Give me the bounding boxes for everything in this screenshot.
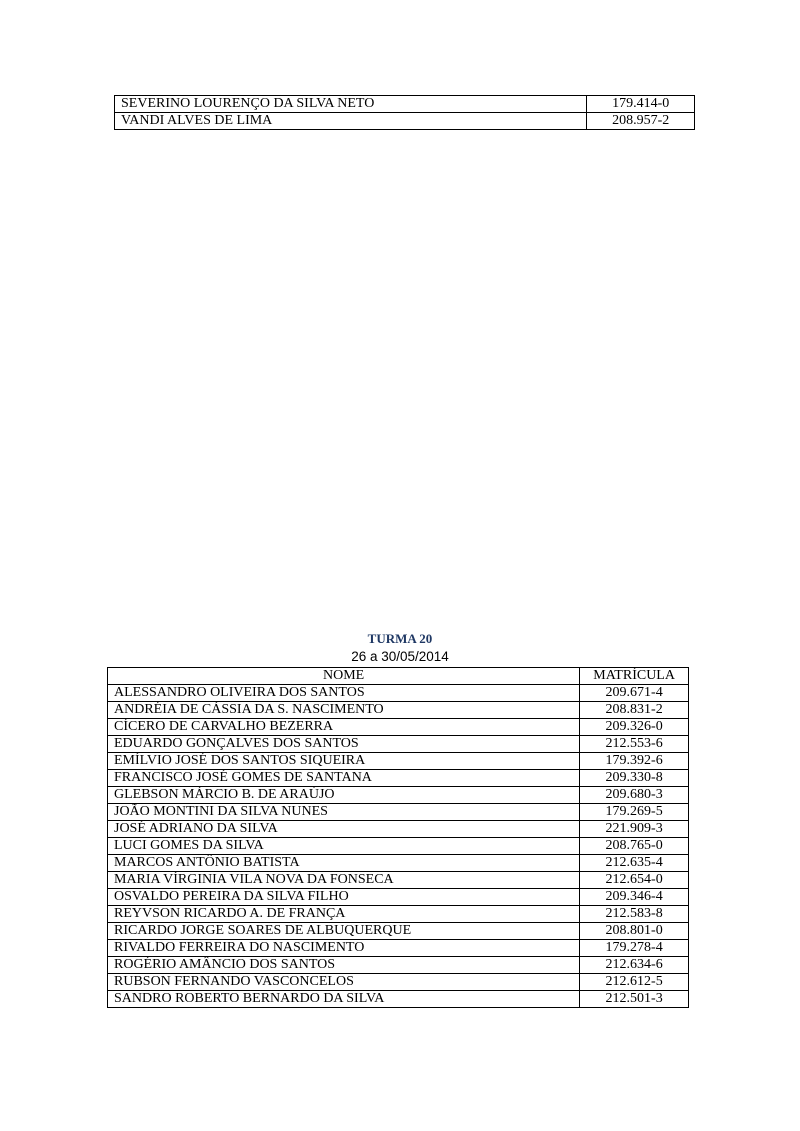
nome-cell: SEVERINO LOURENÇO DA SILVA NETO: [115, 96, 587, 113]
table-row: [108, 957, 689, 974]
nome-cell: FRANCISCO JOSÉ GOMES DE SANTANA: [108, 770, 580, 787]
matricula-cell: 179.392-6: [580, 753, 689, 770]
table-row: [108, 889, 689, 906]
nome-cell: RUBSON FERNANDO VASCONCELOS: [108, 974, 580, 991]
nome-cell: VANDI ALVES DE LIMA: [115, 113, 587, 130]
matricula-cell: 208.765-0: [580, 838, 689, 855]
nome-cell: ANDRÉIA DE CÁSSIA DA S. NASCIMENTO: [108, 702, 580, 719]
table-row: [108, 770, 689, 787]
nome-cell: REYVSON RICARDO A. DE FRANÇA: [108, 906, 580, 923]
matricula-cell: 212.583-8: [580, 906, 689, 923]
table-row: [108, 753, 689, 770]
table-row: [108, 838, 689, 855]
table-row: [108, 923, 689, 940]
nome-cell: MARIA VÍRGINIA VILA NOVA DA FONSECA: [108, 872, 580, 889]
header-matricula: MATRÍCULA: [580, 668, 689, 685]
turma-dates: 26 a 30/05/2014: [351, 649, 449, 664]
table-header-row: [108, 668, 689, 685]
table-row: [108, 719, 689, 736]
matricula-cell: 212.501-3: [580, 991, 689, 1008]
matricula-cell: 179.414-0: [587, 96, 695, 113]
table-row: [108, 906, 689, 923]
matricula-cell: 209.680-3: [580, 787, 689, 804]
matricula-cell: 179.278-4: [580, 940, 689, 957]
matricula-cell: 208.801-0: [580, 923, 689, 940]
header-nome: NOME: [108, 668, 580, 685]
nome-cell: RICARDO JORGE SOARES DE ALBUQUERQUE: [108, 923, 580, 940]
nome-cell: MARCOS ANTÔNIO BATISTA: [108, 855, 580, 872]
table-row: [108, 787, 689, 804]
turma-table-body: [108, 685, 689, 1008]
matricula-cell: 209.330-8: [580, 770, 689, 787]
matricula-cell: 212.612-5: [580, 974, 689, 991]
nome-cell: EMÍLVIO JOSÉ DOS SANTOS SIQUEIRA: [108, 753, 580, 770]
nome-cell: ROGÉRIO AMÂNCIO DOS SANTOS: [108, 957, 580, 974]
table-row: [115, 113, 695, 130]
table-row: [108, 736, 689, 753]
matricula-cell: 208.957-2: [587, 113, 695, 130]
nome-cell: ALESSANDRO OLIVEIRA DOS SANTOS: [108, 685, 580, 702]
table-row: [108, 821, 689, 838]
table-row: [115, 96, 695, 113]
matricula-cell: 179.269-5: [580, 804, 689, 821]
previous-turma-table-continuation: [114, 95, 695, 130]
matricula-cell: 208.831-2: [580, 702, 689, 719]
matricula-cell: 212.553-6: [580, 736, 689, 753]
table-row: [108, 974, 689, 991]
matricula-cell: 209.326-0: [580, 719, 689, 736]
matricula-cell: 212.654-0: [580, 872, 689, 889]
nome-cell: RIVALDO FERREIRA DO NASCIMENTO: [108, 940, 580, 957]
matricula-cell: 212.634-6: [580, 957, 689, 974]
nome-cell: LUCI GOMES DA SILVA: [108, 838, 580, 855]
nome-cell: EDUARDO GONÇALVES DOS SANTOS: [108, 736, 580, 753]
nome-cell: OSVALDO PEREIRA DA SILVA FILHO: [108, 889, 580, 906]
nome-cell: GLEBSON MÁRCIO B. DE ARAÚJO: [108, 787, 580, 804]
table-row: [108, 702, 689, 719]
matricula-cell: 221.909-3: [580, 821, 689, 838]
table-row: [108, 940, 689, 957]
nome-cell: SANDRO ROBERTO BERNARDO DA SILVA: [108, 991, 580, 1008]
nome-cell: JOÃO MONTINI DA SILVA NUNES: [108, 804, 580, 821]
matricula-cell: 209.346-4: [580, 889, 689, 906]
nome-cell: CÍCERO DE CARVALHO BEZERRA: [108, 719, 580, 736]
turma-title: TURMA 20: [367, 631, 433, 646]
nome-cell: JOSÉ ADRIANO DA SILVA: [108, 821, 580, 838]
table-row: [108, 872, 689, 889]
table-row: [108, 804, 689, 821]
matricula-cell: 209.671-4: [580, 685, 689, 702]
matricula-cell: 212.635-4: [580, 855, 689, 872]
turma-table: [107, 667, 689, 1008]
table-row: [108, 991, 689, 1008]
table-row: [108, 685, 689, 702]
table-row: [108, 855, 689, 872]
